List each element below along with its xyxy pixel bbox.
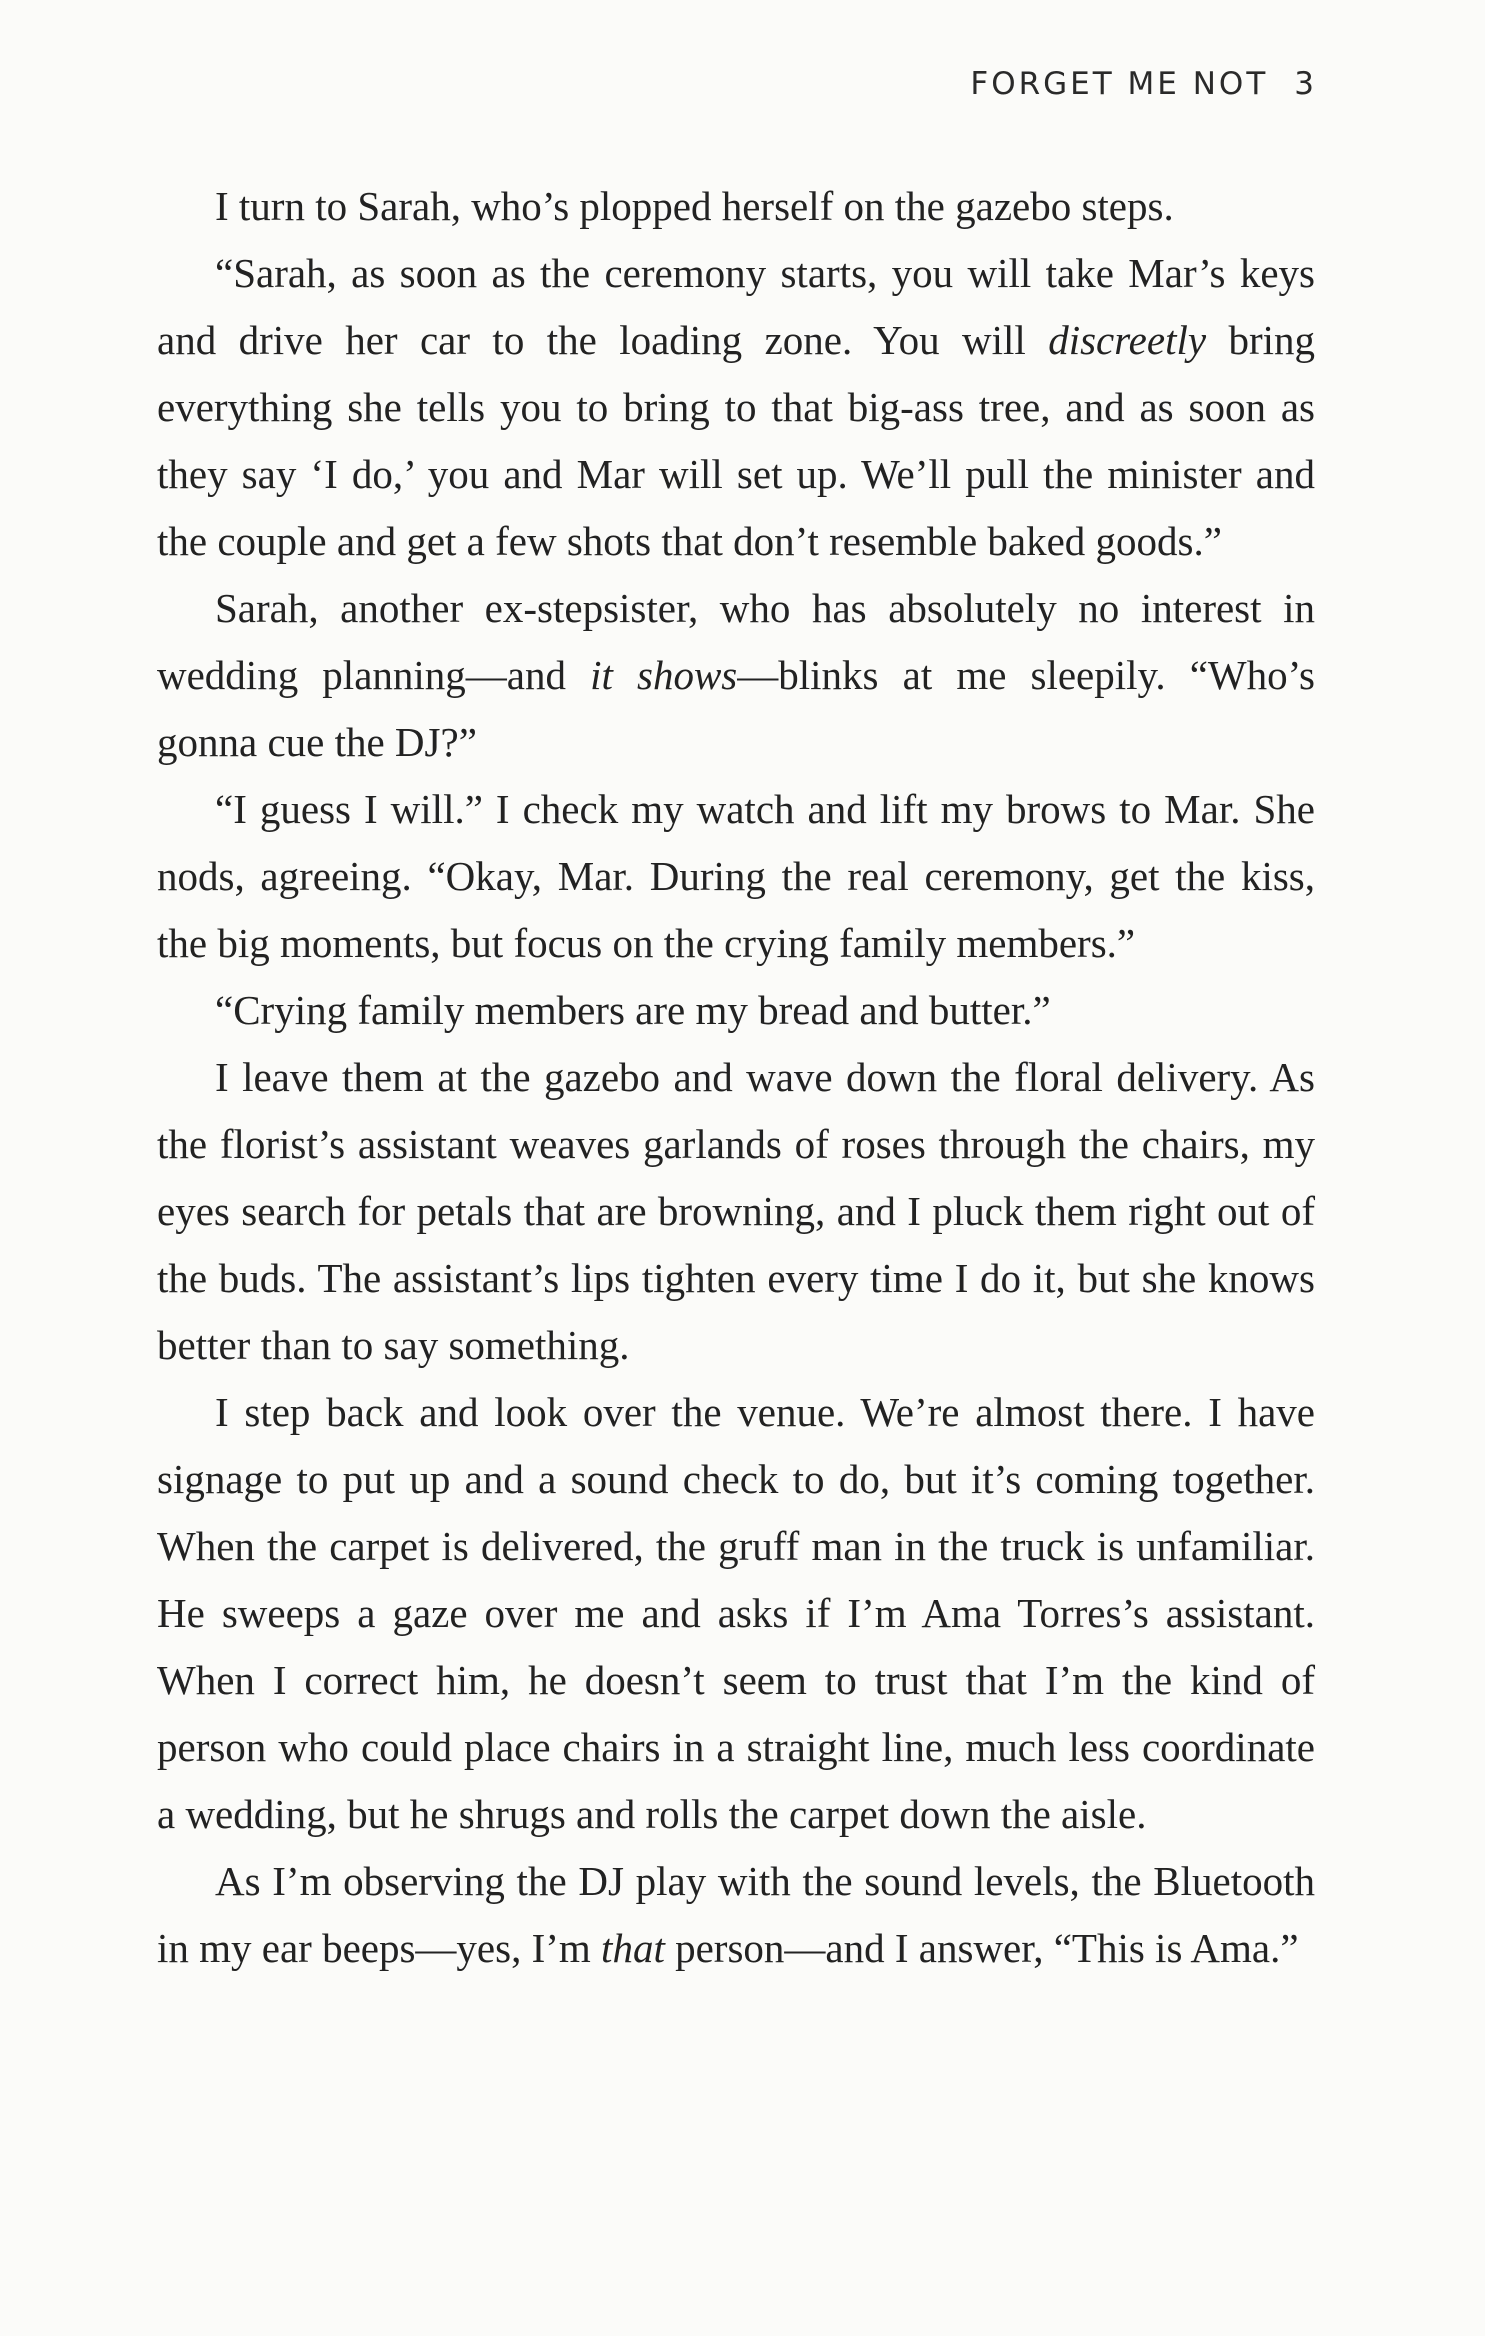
paragraph: I turn to Sarah, who’s plopped herself on the gazebo steps.	[215, 183, 1174, 229]
paragraph: I step back and look over the venue. We’re almost there. I have signage to put up and a sound check to do, but it’s coming together. When the carpet is delivered, the gruff man in the truck is unfamiliar. He sweeps a gaze over me and asks if I’m Ama Torres’s assistant. When I correct him, he doesn’t seem to trust that I’m the kind of person who could place chairs in a straight line, much less coordinate a wedding, but he shrugs and rolls the carpet down the aisle.	[157, 1389, 1315, 1837]
paragraph: I leave them at the gazebo and wave down the floral delivery. As the florist’s assistant weaves garlands of roses through the chairs, my eyes search for petals that are browning, and I pluck them right out of the buds. The assistant’s lips tighten every time I do it, but she knows better than to say something.	[157, 1054, 1315, 1368]
body-text	[157, 173, 1315, 1982]
paragraph: “Sarah, as soon as the ceremony starts, you will take Mar’s keys and drive her car to the loading zone. You will discreetly bring everything she tells you to bring to that big-ass tree, and as soon as they say ‘I do,’ you and Mar will set up. We’ll pull the minister and the couple and get a few shots that don’t resemble baked goods.”	[157, 250, 1316, 564]
emphasis: that	[601, 1925, 665, 1971]
running-head	[970, 66, 1317, 102]
emphasis: discreetly	[1048, 317, 1207, 363]
book-title-header: FORGET ME NOT	[970, 66, 1269, 102]
paragraph: Sarah, another ex-stepsister, who has absolutely no interest in wedding planning—and it shows—blinks at me sleepily. “Who’s gonna cue the DJ?”	[157, 585, 1315, 765]
paragraph: As I’m observing the DJ play with the sound levels, the Bluetooth in my ear beeps—yes, I’m that person—and I answer, “This is Ama.”	[157, 1858, 1315, 1971]
page-number: 3	[1294, 66, 1317, 102]
paragraph: “I guess I will.” I check my watch and lift my brows to Mar. She nods, agreeing. “Okay, Mar. During the real ceremony, get the kiss, the big moments, but focus on the crying family members.”	[157, 786, 1315, 966]
emphasis: it shows	[590, 652, 738, 698]
paragraph: “Crying family members are my bread and butter.”	[215, 987, 1051, 1033]
